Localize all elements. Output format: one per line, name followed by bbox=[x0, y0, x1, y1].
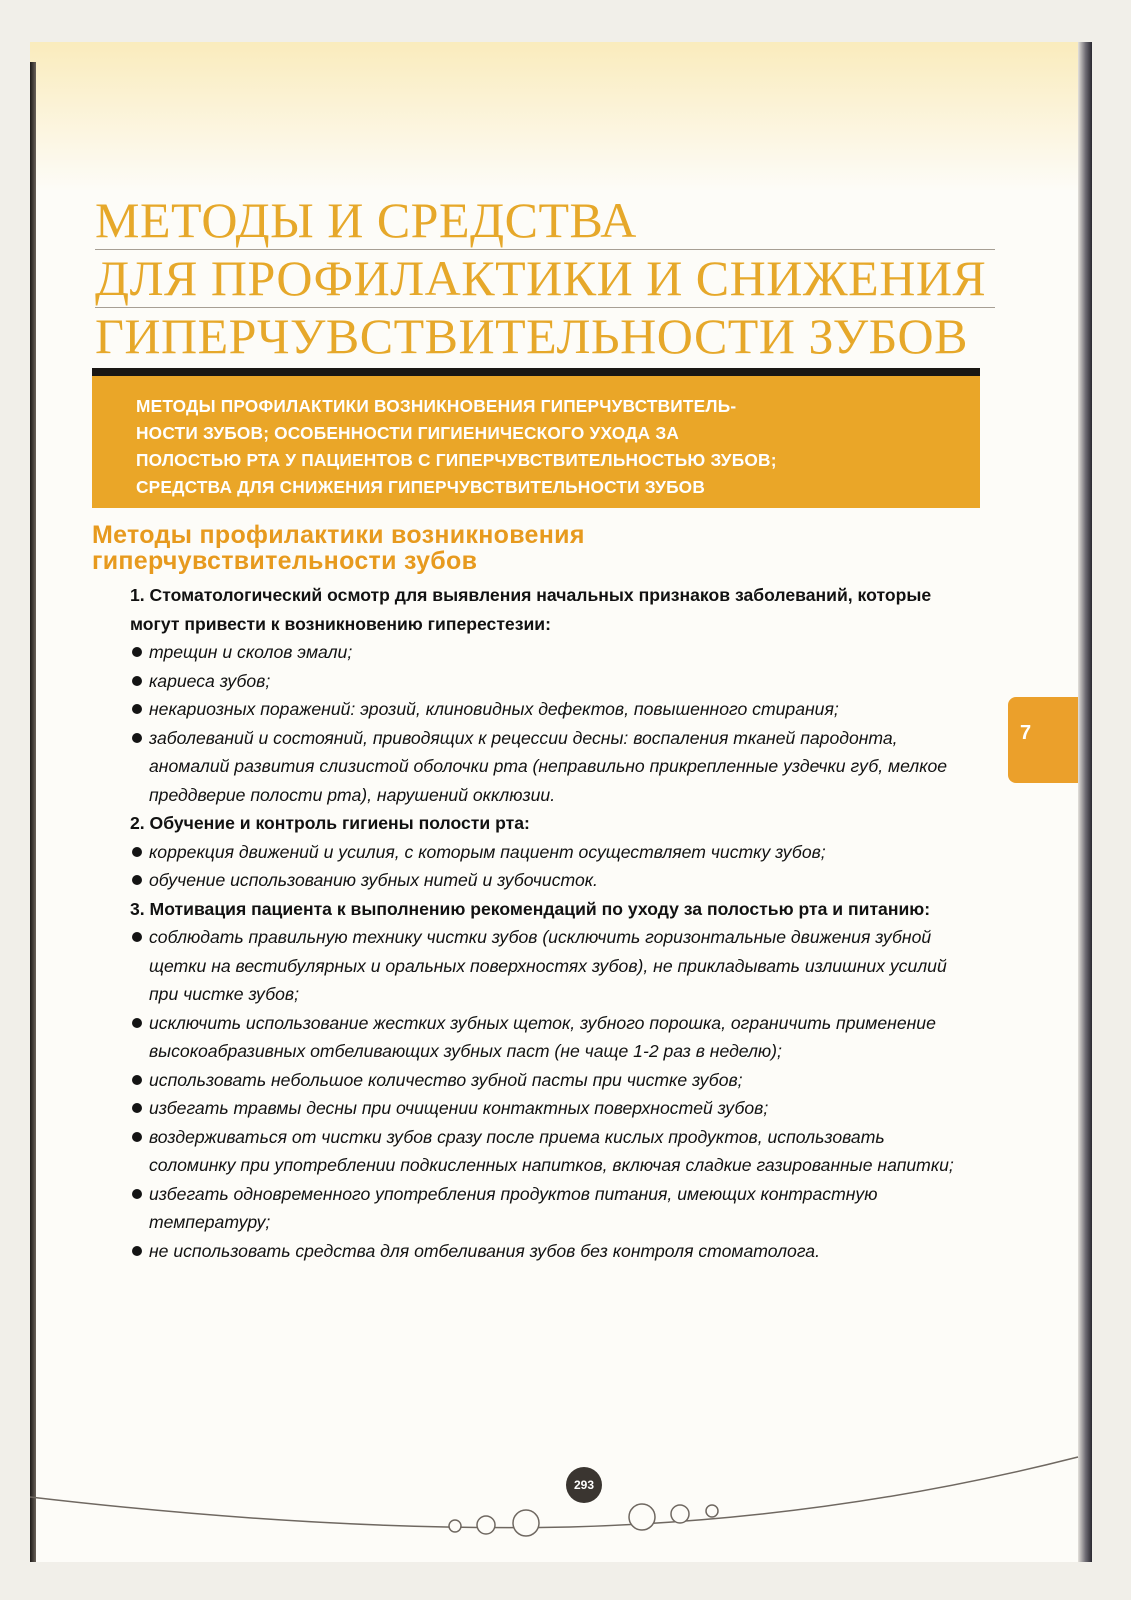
list-item: исключить использование жестких зубных щеток, зубного порошка, ограничить применение высокоабразивных отбеливающих зубных паст (не чаще 1-2 раз в неделю); bbox=[130, 1009, 975, 1066]
list-item: избегать одновременного употребления продуктов питания, имеющих контрастную температуру; bbox=[130, 1180, 975, 1237]
list-item: заболеваний и состояний, приводящих к рецессии десны: воспаления тканей пародонта, аномалий развития слизистой оболочки рта (неправильно прикрепленные уздечки губ, мелкое преддверие полости рта), нарушений окклюзии. bbox=[130, 724, 975, 810]
footer-circle bbox=[449, 1520, 461, 1532]
page-number: 293 bbox=[566, 1467, 602, 1503]
chapter-tab: 7 bbox=[1008, 697, 1078, 783]
summary-line: НОСТИ ЗУБОВ; ОСОБЕННОСТИ ГИГИЕНИЧЕСКОГО УХОДА ЗА bbox=[136, 423, 680, 443]
group-3 bbox=[130, 895, 975, 1266]
section-heading-line: Методы профилактики возникновения bbox=[92, 521, 585, 549]
title-divider-bar bbox=[92, 368, 980, 376]
footer-circle bbox=[513, 1510, 539, 1536]
group-1 bbox=[130, 581, 975, 809]
group-heading: 1. Стоматологический осмотр для выявления начальных признаков заболеваний, которые могут привести к возникновению гиперестезии: bbox=[130, 585, 932, 634]
list-item: использовать небольшое количество зубной пасты при чистке зубов; bbox=[130, 1066, 975, 1095]
group-2 bbox=[130, 809, 975, 895]
list-item: воздерживаться от чистки зубов сразу после приема кислых продуктов, использовать соломинку при употреблении подкисленных напитков, включая сладкие газированные напитки; bbox=[130, 1123, 975, 1180]
footer-circle bbox=[629, 1504, 655, 1530]
summary-line: ПОЛОСТЬЮ РТА У ПАЦИЕНТОВ С ГИПЕРЧУВСТВИТЕЛЬНОСТЬЮ ЗУБОВ; bbox=[136, 450, 777, 470]
list-item: некариозных поражений: эрозий, клиновидных дефектов, повышенного стирания; bbox=[130, 695, 975, 724]
list-item: коррекция движений и усилия, с которым пациент осуществляет чистку зубов; bbox=[130, 838, 975, 867]
footer-circle bbox=[477, 1516, 495, 1534]
bullet-list bbox=[130, 638, 975, 809]
chapter-title bbox=[95, 192, 995, 365]
section-heading-line: гиперчувствительности зубов bbox=[92, 547, 478, 575]
list-item: кариеса зубов; bbox=[130, 667, 975, 696]
bullet-list bbox=[130, 923, 975, 1265]
list-item: не использовать средства для отбеливания зубов без контроля стоматолога. bbox=[130, 1237, 975, 1266]
section-content bbox=[130, 581, 975, 1265]
footer-circle bbox=[706, 1505, 718, 1517]
bullet-list bbox=[130, 838, 975, 895]
summary-line: МЕТОДЫ ПРОФИЛАКТИКИ ВОЗНИКНОВЕНИЯ ГИПЕРЧУВСТВИТЕЛЬ- bbox=[136, 396, 737, 416]
group-heading: 3. Мотивация пациента к выполнению рекомендаций по уходу за полостью рта и питанию: bbox=[130, 898, 931, 919]
chapter-title-line: МЕТОДЫ И СРЕДСТВА bbox=[95, 192, 995, 250]
chapter-summary-box bbox=[92, 376, 980, 508]
section-heading bbox=[92, 522, 792, 574]
footer-circle bbox=[671, 1505, 689, 1523]
list-item: трещин и сколов эмали; bbox=[130, 638, 975, 667]
list-item: обучение использованию зубных нитей и зубочисток. bbox=[130, 866, 975, 895]
chapter-title-line: ДЛЯ ПРОФИЛАКТИКИ И СНИЖЕНИЯ bbox=[95, 250, 995, 308]
summary-line: СРЕДСТВА ДЛЯ СНИЖЕНИЯ ГИПЕРЧУВСТВИТЕЛЬНОСТИ ЗУБОВ bbox=[136, 477, 706, 497]
book-page bbox=[30, 42, 1092, 1562]
group-heading: 2. Обучение и контроль гигиены полости рта: bbox=[130, 813, 530, 833]
chapter-title-line: ГИПЕРЧУВСТВИТЕЛЬНОСТИ ЗУБОВ bbox=[95, 308, 968, 364]
footer-decoration bbox=[30, 1402, 1092, 1542]
page-top-glow bbox=[30, 42, 1092, 192]
book-cover-edge bbox=[1078, 42, 1092, 1562]
list-item: избегать травмы десны при очищении контактных поверхностей зубов; bbox=[130, 1094, 975, 1123]
list-item: соблюдать правильную технику чистки зубов (исключить горизонтальные движения зубной щетки на вестибулярных и оральных поверхностях зубов), не прикладывать излишних усилий при чистке зубов; bbox=[130, 923, 975, 1009]
footer-curve bbox=[30, 1457, 1078, 1528]
book-spine-edge bbox=[30, 62, 36, 1562]
